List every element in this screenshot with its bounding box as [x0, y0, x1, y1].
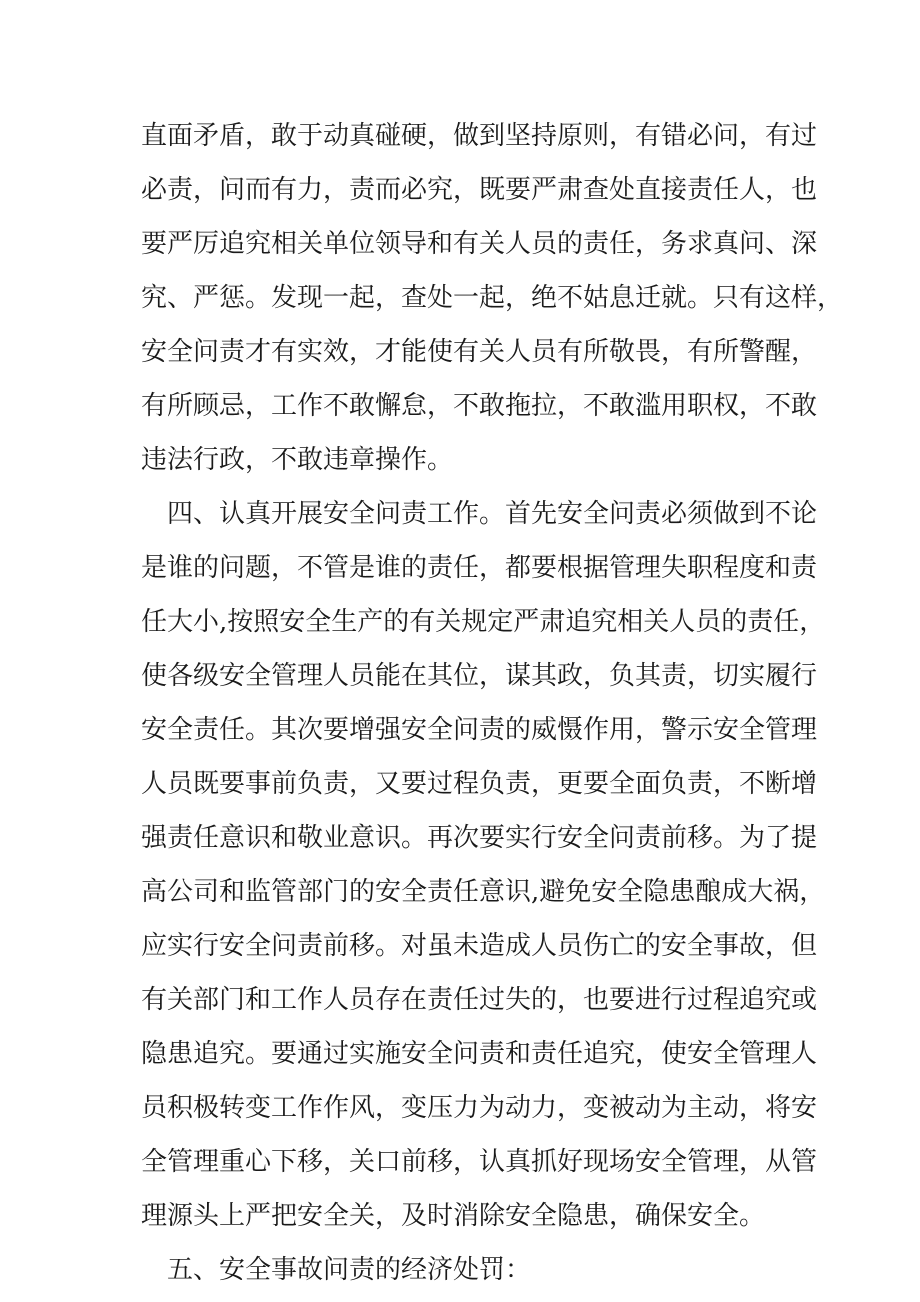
- text-line: 应实行安全问责前移。对虽未造成人员伤亡的安全事故，但: [141, 931, 818, 961]
- text-line: 有所顾忌，工作不敢懈怠，不敢拖拉，不敢滥用职权，不敢: [141, 391, 818, 421]
- text-line: 全管理重心下移，关口前移，认真抓好现场安全管理，从管: [141, 1147, 818, 1177]
- text-line: 安全责任。其次要增强安全问责的威慑作用，警示安全管理: [141, 715, 818, 745]
- text-line: 隐患追究。要通过实施安全问责和责任追究，使安全管理人: [141, 1039, 818, 1069]
- text-line: 必责，问而有力，责而必究，既要严肃查处直接责任人，也: [141, 175, 818, 205]
- text-line: 理源头上严把安全关，及时消除安全隐患，确保安全。: [141, 1201, 766, 1231]
- text-line: 有关部门和工作人员存在责任过失的，也要进行过程追究或: [141, 985, 818, 1015]
- text-line: 使各级安全管理人员能在其位，谋其政，负其责，切实履行: [141, 661, 818, 691]
- text-line: 要严厉追究相关单位领导和有关人员的责任，务求真问、深: [141, 229, 818, 259]
- text-line: 高公司和监管部门的安全责任意识,避免安全隐患酿成大祸，: [141, 877, 826, 907]
- text-line: 强责任意识和敬业意识。再次要实行安全问责前移。为了提: [141, 823, 818, 853]
- document-body: [141, 109, 844, 1297]
- paragraph-heading-four: 四、认真开展安全问责工作。首先安全问责必须做到不论: [167, 499, 818, 529]
- text-line: 安全问责才有实效，才能使有关人员有所敬畏，有所警醒，: [141, 337, 818, 367]
- text-line: 任大小,按照安全生产的有关规定严肃追究相关人员的责任，: [141, 607, 826, 637]
- text-line: 人员既要事前负责，又要过程负责，更要全面负责，不断增: [141, 769, 818, 799]
- paragraph-heading-five: 五、安全事故问责的经济处罚：: [167, 1255, 532, 1285]
- text-line: 是谁的问题，不管是谁的责任，都要根据管理失职程度和责: [141, 553, 818, 583]
- text-line: 直面矛盾，敢于动真碰硬，做到坚持原则，有错必问，有过: [141, 121, 818, 151]
- text-line: 员积极转变工作作风，变压力为动力，变被动为主动，将安: [141, 1093, 818, 1123]
- text-line: 违法行政，不敢违章操作。: [141, 445, 454, 475]
- text-line: 究、严惩。发现一起，查处一起，绝不姑息迁就。只有这样，: [141, 283, 844, 313]
